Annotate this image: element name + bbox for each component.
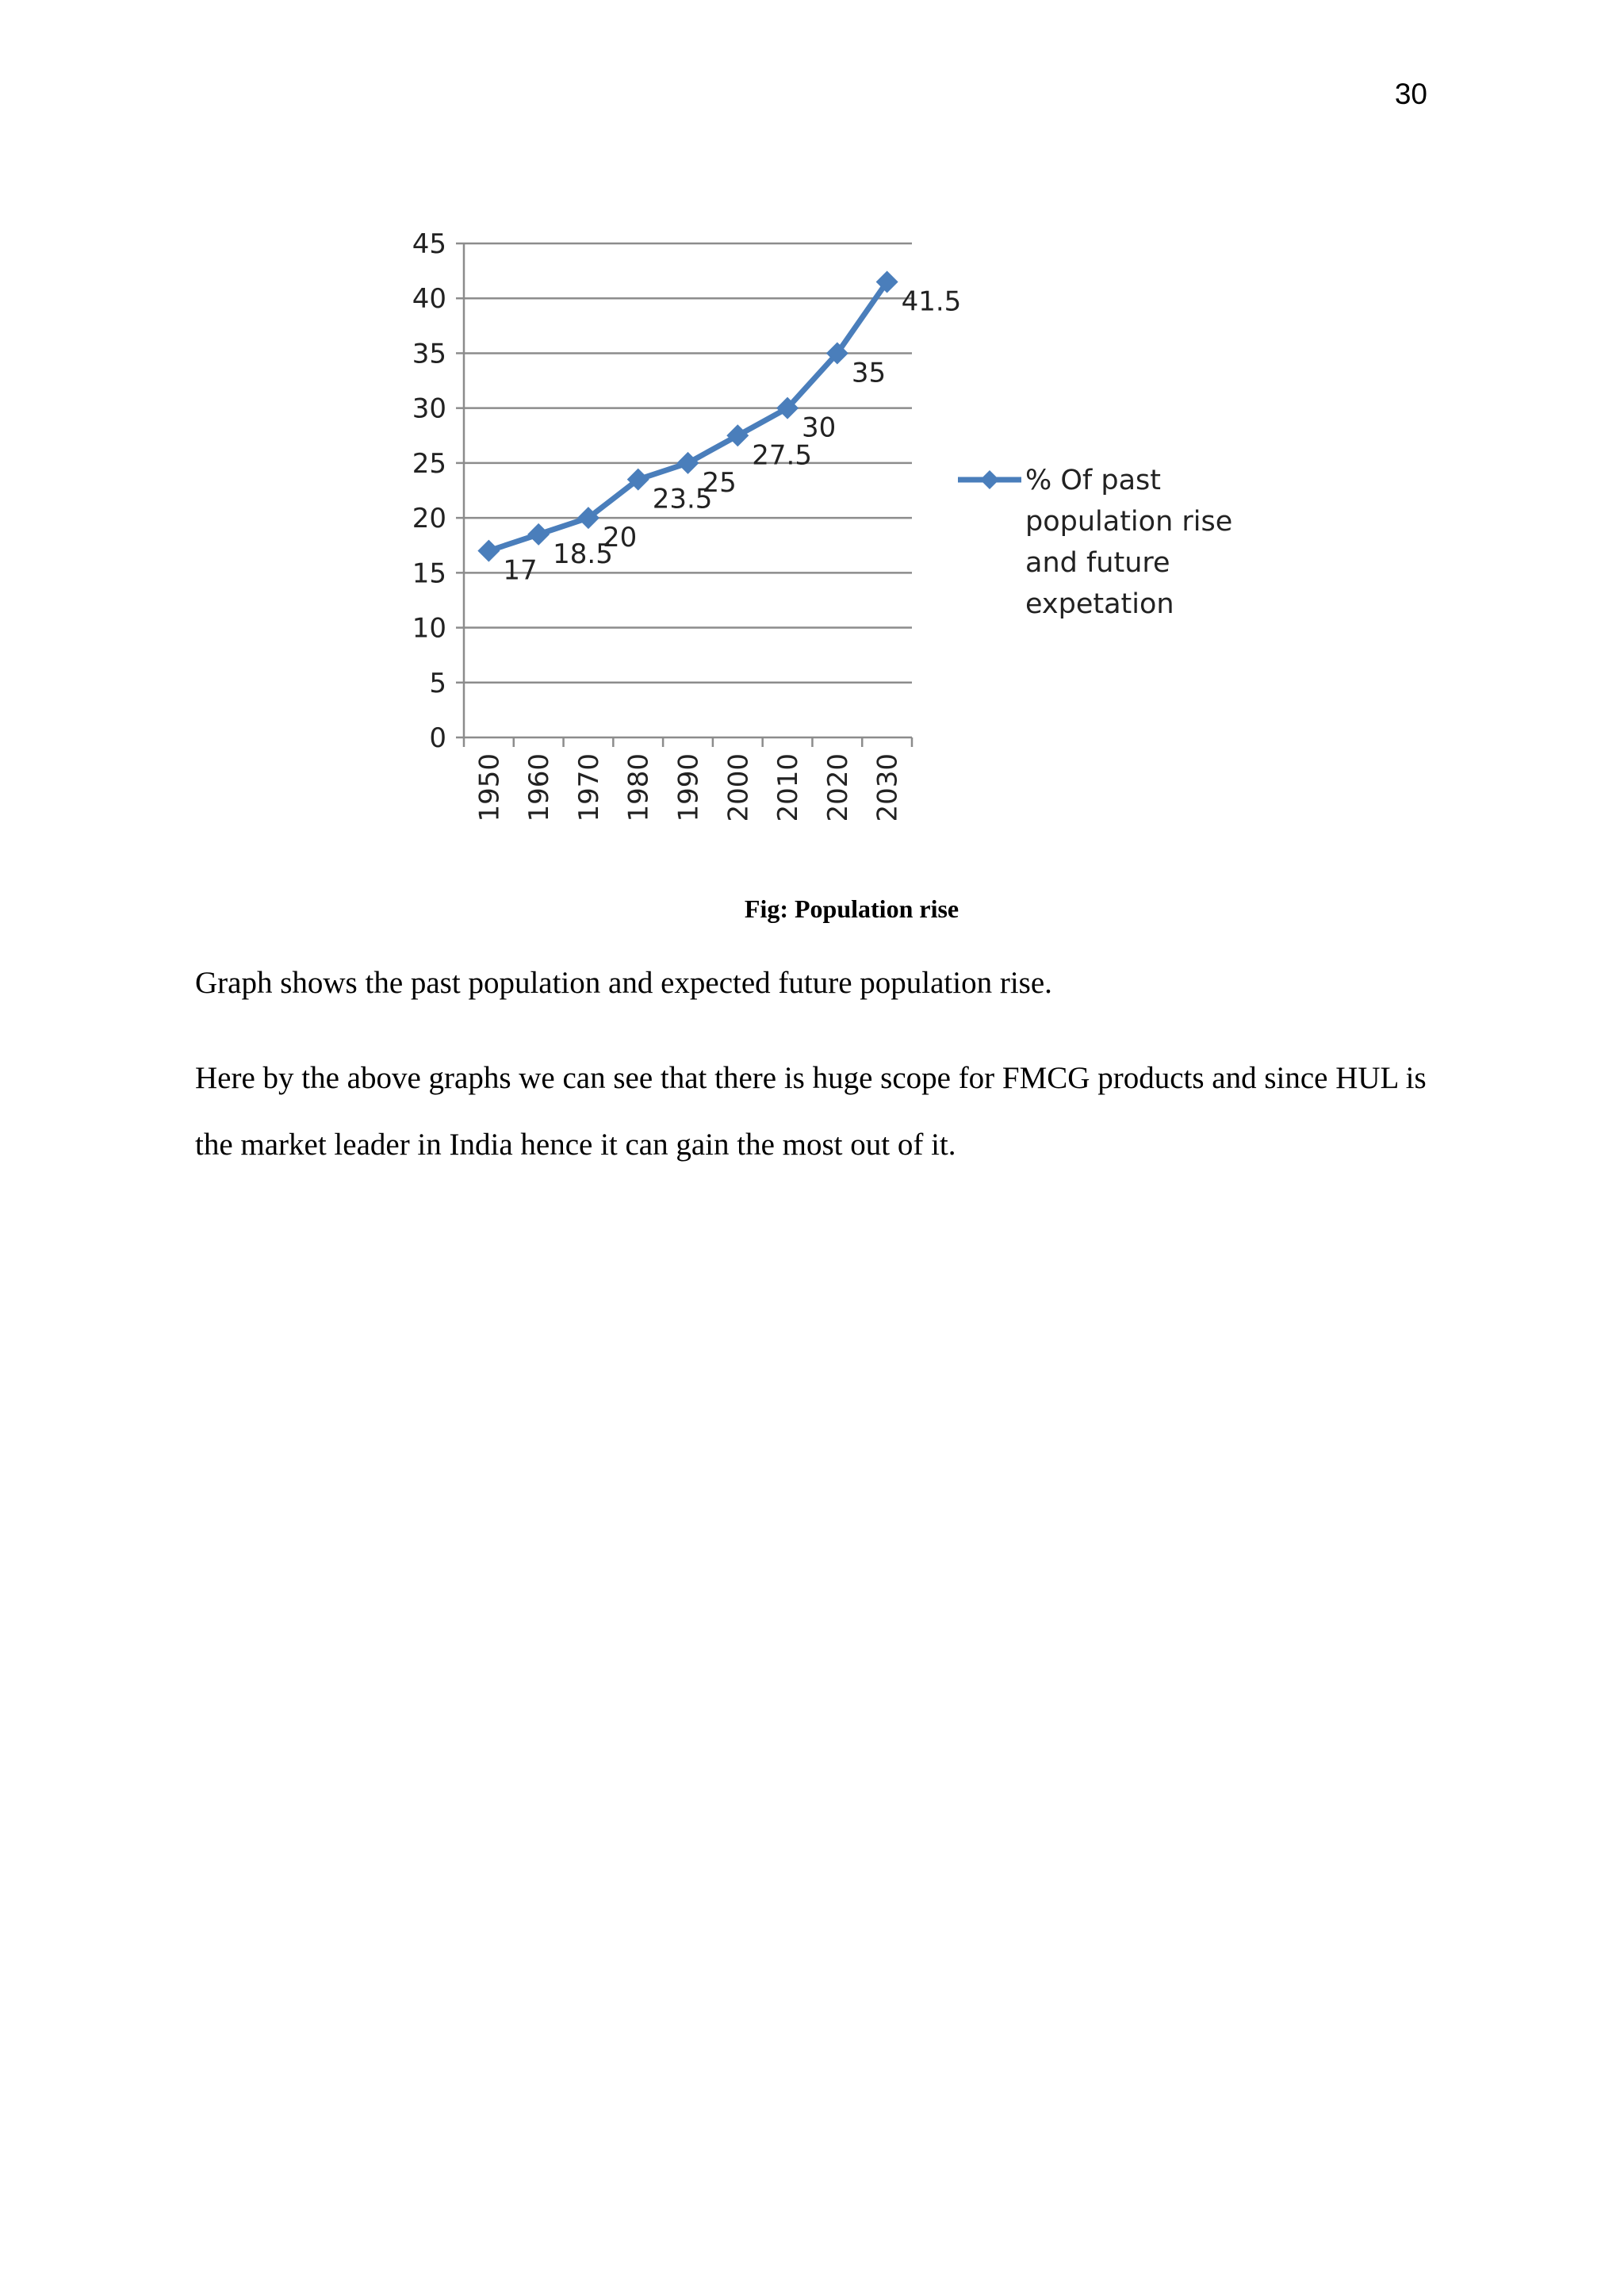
x-tick-label: 1990 <box>672 753 705 822</box>
legend-label: expetation <box>1025 588 1174 620</box>
x-tick-label: 2010 <box>772 753 805 822</box>
y-tick-label: 35 <box>412 338 446 370</box>
x-tick-label: 2000 <box>722 753 755 822</box>
data-label: 18.5 <box>553 538 613 570</box>
x-tick-labels <box>473 753 903 822</box>
data-label: 35 <box>851 357 887 389</box>
x-tick-label: 1980 <box>622 753 655 822</box>
legend-label: and future <box>1025 547 1170 579</box>
x-tick-label: 1970 <box>573 753 605 822</box>
data-point-marker <box>527 523 550 546</box>
legend-label: % Of past <box>1025 465 1162 496</box>
data-label: 17 <box>503 554 538 587</box>
x-tick-label: 2020 <box>822 753 854 822</box>
y-tick-labels <box>412 228 446 754</box>
y-tick-label: 45 <box>412 228 446 260</box>
data-label: 23.5 <box>652 483 713 515</box>
body-paragraph: Graph shows the past population and expected future population rise. <box>195 966 1052 1000</box>
figure-caption: Fig: Population rise <box>744 894 959 923</box>
page-number: 30 <box>1394 78 1427 110</box>
data-label: 20 <box>602 522 638 554</box>
legend-marker-swatch <box>980 470 999 489</box>
x-tick-label: 1960 <box>523 753 556 822</box>
y-tick-label: 20 <box>412 503 446 535</box>
y-tick-label: 40 <box>412 283 446 316</box>
y-tick-label: 0 <box>429 722 446 754</box>
data-label: 25 <box>702 466 737 499</box>
data-point-marker <box>726 424 749 446</box>
x-tick-label: 2030 <box>871 753 904 822</box>
y-tick-label: 10 <box>412 612 446 645</box>
y-tick-label: 15 <box>412 557 446 590</box>
body-paragraph: Here by the above graphs we can see that there is huge scope for FMCG products and since HUL is the market leader in India hence it can gain the most out of it. <box>195 1061 1427 1162</box>
data-point-marker <box>677 452 699 474</box>
y-tick-label: 25 <box>412 447 446 480</box>
data-label: 30 <box>802 412 837 444</box>
data-point-marker <box>477 540 500 562</box>
legend-label: population rise <box>1025 506 1233 538</box>
data-label: 41.5 <box>901 285 962 318</box>
data-label: 27.5 <box>752 439 812 472</box>
y-tick-label: 30 <box>412 393 446 425</box>
x-tick-label: 1950 <box>473 753 506 822</box>
population-line-chart <box>381 214 1269 864</box>
legend <box>958 465 1232 620</box>
y-tick-label: 5 <box>429 667 446 699</box>
